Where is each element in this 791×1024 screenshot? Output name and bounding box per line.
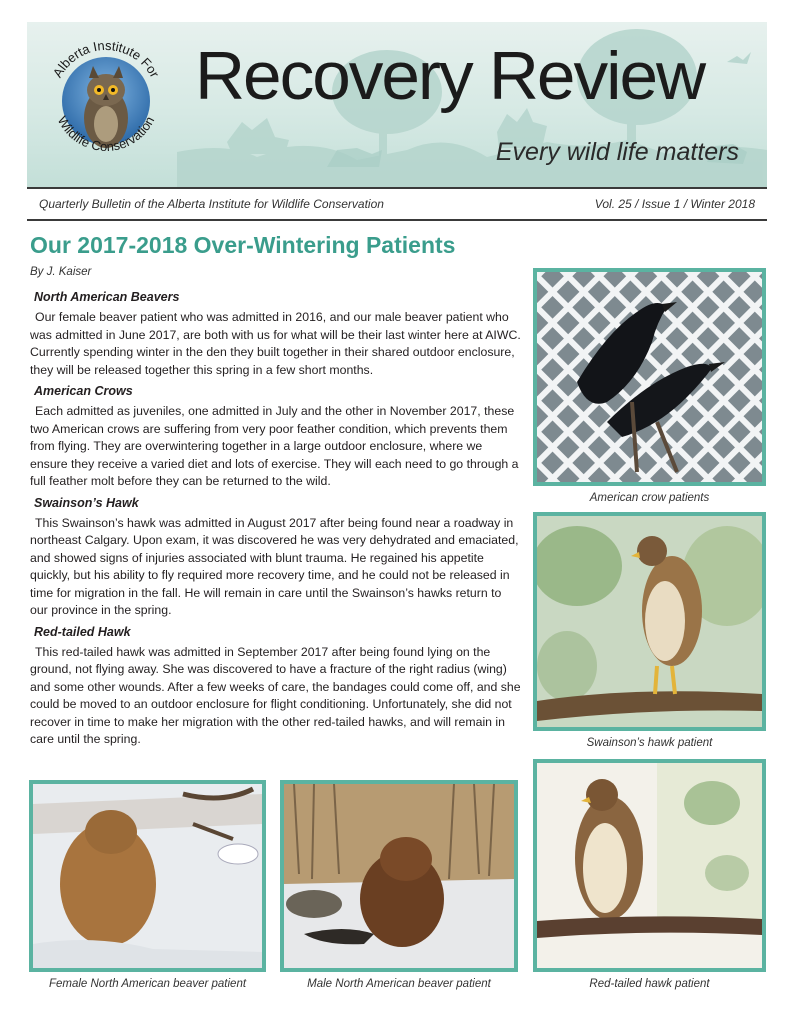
section-heading: Swainson’s Hawk [34,495,139,510]
section-heading: Red-tailed Hawk [34,624,131,639]
section-paragraph: This red-tailed hawk was admitted in September 2017 after being found lying on the ground, not flying away. She was discovered to have a fracture of the right radius (wing) and some other wounds. After a few weeks of care, the bandages could come off, and she could be moved to an outdoor enclosure for flight conditioning. Unfortunately, she did not recover in time to make her migration with the other red-tailed hawks, and will remain in care until the spring. [30,644,521,746]
newsletter-tagline: Every wild life matters [495,138,739,166]
red-tailed-hawk-photo [533,759,766,972]
red-tailed-hawk-caption: Red-tailed hawk patient [589,978,710,990]
female-beaver-caption: Female North American beaver patient [48,978,247,990]
section-paragraph: Our female beaver patient who was admitted in 2016, and our male beaver patient who was admitted in June 2017, are both with us for what will be their last winter here at AIWC. Currently spending winter in the den they built together in their shared outdoor enclosure, they will be released together this spring in a few short months. [30,310,521,377]
article-headline: Our 2017-2018 Over-Wintering Patients [30,232,456,258]
section-paragraph: Each admitted as juveniles, one admitted in July and the other in November 2017, these two American crows are suffering from very poor feather condition, which prevents them from flying. They are overwintering together in a large outdoor enclosure, where we ensure they receive a varied diet and lots of exercise. They will each need to go through a full feather molt before they can be returned to the wild. [30,404,519,488]
issue-info-bar [27,187,767,221]
article-byline: By J. Kaiser [30,266,92,278]
issue-number: Vol. 25 / Issue 1 / Winter 2018 [594,197,755,211]
newsletter-title: Recovery Review [195,38,705,114]
crows-caption: American crow patients [589,492,710,504]
aiwc-owl-seal-logo [33,28,179,174]
seal-text-top: Alberta Institute For [49,37,163,81]
male-beaver-photo [280,780,518,972]
masthead [27,22,767,187]
seal-text-bottom: Wildlife Conservation [54,113,158,155]
female-beaver-photo [29,780,266,972]
crows-photo [533,268,766,486]
section-heading: North American Beavers [34,290,180,304]
male-beaver-caption: Male North American beaver patient [307,978,491,990]
swainsons-hawk-photo [533,512,766,731]
section-paragraph: This Swainson’s hawk was admitted in August 2017 after being found near a roadway in northeast Calgary. Upon exam, it was discovered he was very dehydrated and emaciated, and showed signs of injuries associated with blunt trauma. He regained his appetite quickly, but his ability to fly required more recovery time, and he could not be released in time for migration in the fall. He will remain in care until the Swainson’s hawks return to our province in the spring. [30,515,519,617]
article-body [30,290,522,754]
section-heading: American Crows [34,384,133,398]
swainsons-hawk-caption: Swainson’s hawk patient [586,737,713,749]
bulletin-description: Quarterly Bulletin of the Alberta Institute for Wildlife Conservation [39,197,384,211]
